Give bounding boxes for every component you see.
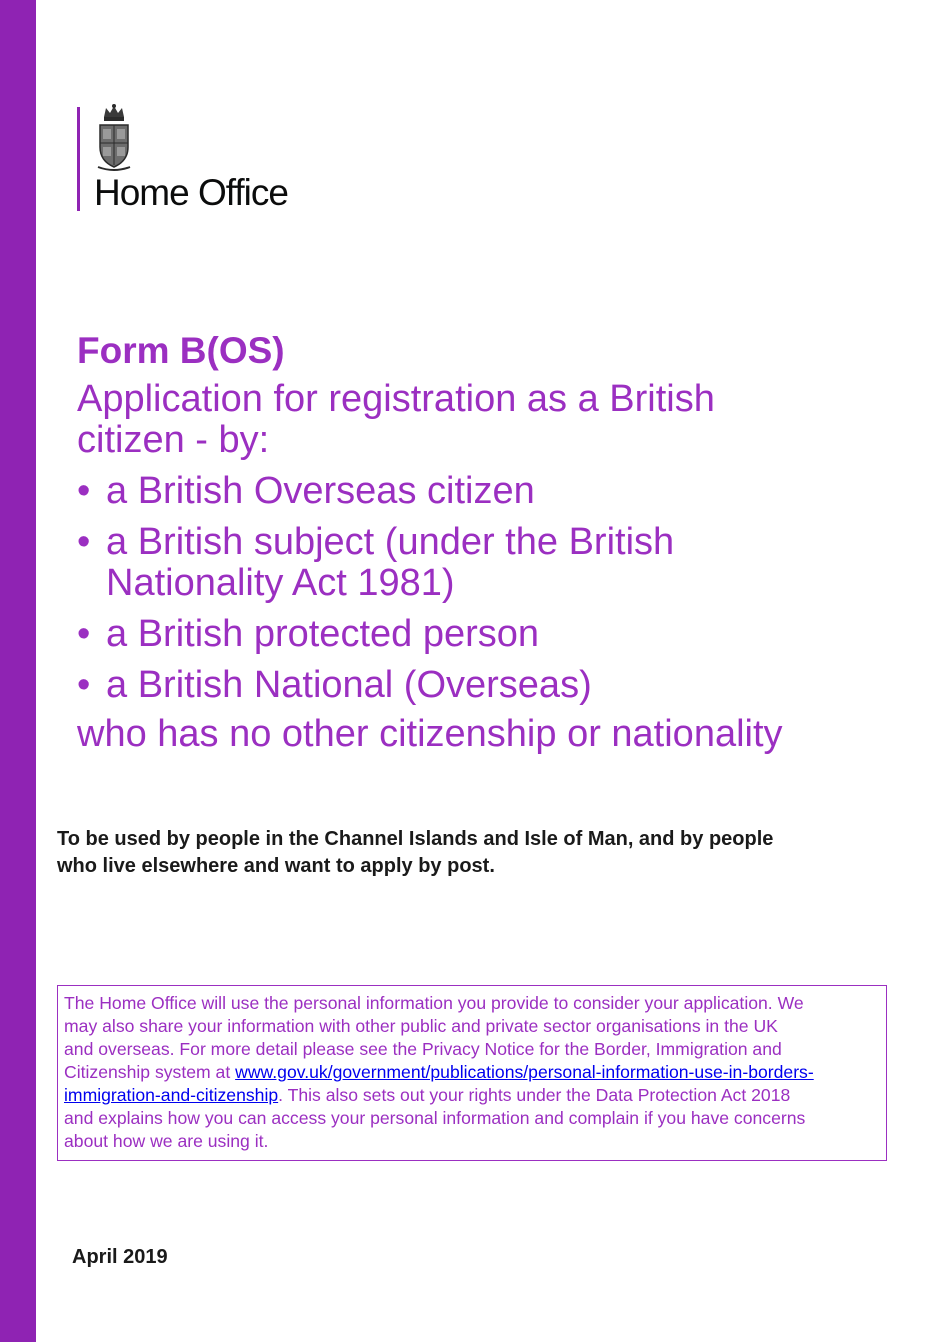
list-item-text: a British subject (under the British bbox=[106, 521, 675, 563]
privacy-line-6: and explains how you can access your personal information and complain if you have concerns bbox=[64, 1108, 806, 1128]
bullet-icon: • bbox=[77, 664, 91, 706]
privacy-line-5: . This also sets out your rights under the Data Protection Act 2018 bbox=[278, 1085, 791, 1105]
privacy-line-3: and overseas. For more detail please see the Privacy Notice for the Border, Immigration and bbox=[64, 1039, 782, 1059]
list-item-text: Nationality Act 1981) bbox=[106, 562, 455, 604]
heading-line-2: citizen - by: bbox=[77, 419, 270, 461]
title-block bbox=[77, 328, 907, 755]
bullet-icon: • bbox=[77, 613, 91, 655]
privacy-line-2: may also share your information with other public and private sector organisations in the UK bbox=[64, 1016, 778, 1036]
list-item-text: a British protected person bbox=[106, 613, 540, 655]
logo-vertical-rule bbox=[77, 107, 80, 211]
royal-coat-of-arms-icon bbox=[94, 103, 134, 173]
privacy-line-1: The Home Office will use the personal information you provide to consider your application. We bbox=[64, 993, 804, 1013]
privacy-line-7: about how we are using it. bbox=[64, 1131, 269, 1151]
intended-use-note bbox=[57, 826, 897, 880]
form-id: Form B(OS) bbox=[77, 330, 285, 371]
form-heading bbox=[77, 379, 907, 461]
privacy-link-text-1: www.gov.uk/government/publications/personal-information-use-in-borders- bbox=[235, 1062, 814, 1082]
logo-org-name: Home Office bbox=[94, 172, 288, 213]
publication-date: April 2019 bbox=[72, 1246, 168, 1268]
intended-use-line-1: To be used by people in the Channel Islands and Isle of Man, and by people bbox=[57, 828, 774, 850]
bullet-icon: • bbox=[77, 521, 91, 563]
list-item-text: a British National (Overseas) bbox=[106, 664, 592, 706]
list-item bbox=[77, 522, 907, 604]
list-item-text: a British Overseas citizen bbox=[106, 470, 535, 512]
form-heading-closing: who has no other citizenship or nationality bbox=[77, 713, 783, 755]
heading-line-1: Application for registration as a British bbox=[77, 378, 715, 420]
privacy-notice-box bbox=[57, 985, 887, 1161]
applicant-type-list bbox=[77, 471, 907, 706]
list-item bbox=[77, 614, 907, 655]
privacy-line-4: Citizenship system at bbox=[64, 1062, 236, 1082]
bullet-icon: • bbox=[77, 470, 91, 512]
intended-use-line-2: who live elsewhere and want to apply by post. bbox=[57, 855, 495, 877]
list-item bbox=[77, 665, 907, 706]
list-item bbox=[77, 471, 907, 512]
privacy-link-text-2: immigration-and-citizenship bbox=[64, 1085, 279, 1105]
purple-side-bar bbox=[0, 0, 36, 1342]
home-office-logo bbox=[77, 103, 337, 215]
